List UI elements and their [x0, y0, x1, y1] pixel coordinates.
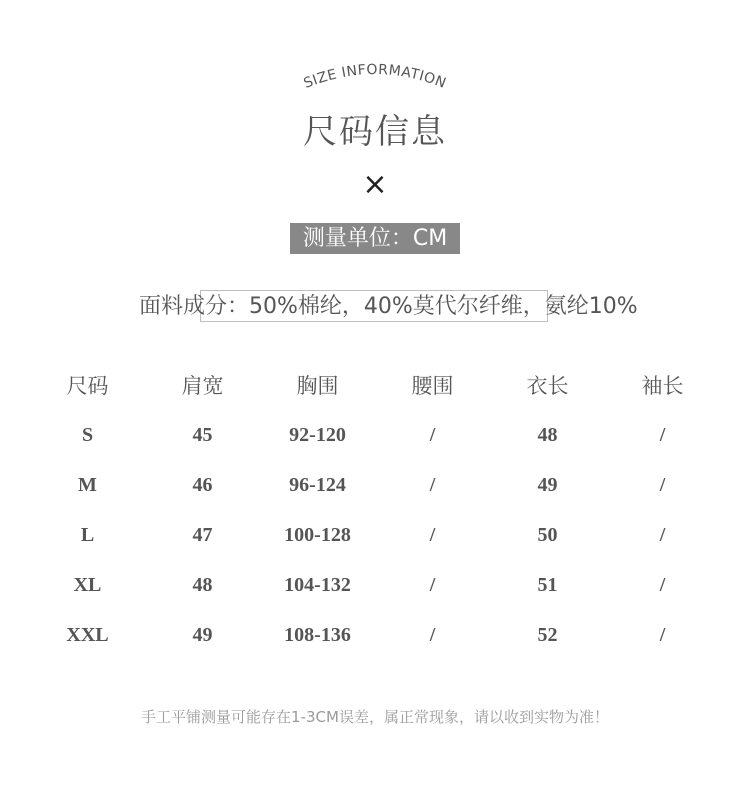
cell-shoulder: 45 [192, 423, 213, 446]
cell-length: 52 [537, 623, 558, 646]
cell-shoulder: 47 [192, 523, 213, 546]
size-information-arc-title [275, 55, 475, 105]
svg-text:SIZE INFORMATION [302, 62, 449, 92]
header-size: 尺码 [66, 374, 109, 398]
cell-chest: 104-132 [284, 573, 351, 596]
table-row [30, 560, 720, 610]
cell-size: L [80, 523, 95, 546]
header-sleeve: 袖长 [641, 374, 684, 398]
cell-length: 51 [537, 573, 558, 596]
cell-chest: 100-128 [284, 523, 351, 546]
header-chest: 胸围 [296, 374, 339, 398]
cell-waist: / [429, 573, 436, 596]
cell-length: 50 [537, 523, 558, 546]
header-shoulder: 肩宽 [181, 374, 224, 398]
cell-waist: / [429, 623, 436, 646]
cell-waist: / [429, 473, 436, 496]
cell-size: M [78, 473, 97, 496]
cell-length: 48 [537, 423, 558, 446]
cell-sleeve: / [659, 573, 666, 596]
cell-size: S [81, 423, 94, 446]
arc-title-text: SIZE INFORMATION [301, 61, 449, 92]
cell-shoulder: 49 [192, 623, 213, 646]
times-separator-icon: × [362, 167, 388, 202]
cell-chest: 96-124 [289, 473, 346, 496]
footer-note: 手工平铺测量可能存在1-3CM误差，属正常现象，请以收到实物为准！ [141, 708, 609, 726]
cell-size: XL [73, 573, 102, 596]
cell-waist: / [429, 523, 436, 546]
cell-waist: / [429, 423, 436, 446]
cell-sleeve: / [659, 423, 666, 446]
cell-shoulder: 46 [192, 473, 213, 496]
table-row [30, 410, 720, 460]
cell-sleeve: / [659, 623, 666, 646]
unit-badge: 测量单位：CM [290, 223, 460, 254]
fabric-composition: 面料成分：50%棉纶，40%莫代尔纤维，氨纶10% [139, 294, 638, 319]
cell-size: XXL [66, 623, 109, 646]
header-length: 衣长 [526, 374, 569, 398]
size-table [30, 360, 720, 660]
page-title: 尺码信息 [303, 112, 447, 152]
cell-sleeve: / [659, 523, 666, 546]
cell-chest: 108-136 [284, 623, 351, 646]
cell-length: 49 [537, 473, 558, 496]
table-row [30, 460, 720, 510]
table-row [30, 510, 720, 560]
header-waist: 腰围 [411, 374, 454, 398]
cell-sleeve: / [659, 473, 666, 496]
cell-shoulder: 48 [192, 573, 213, 596]
table-row [30, 610, 720, 660]
table-header-row [30, 360, 720, 410]
cell-chest: 92-120 [289, 423, 346, 446]
